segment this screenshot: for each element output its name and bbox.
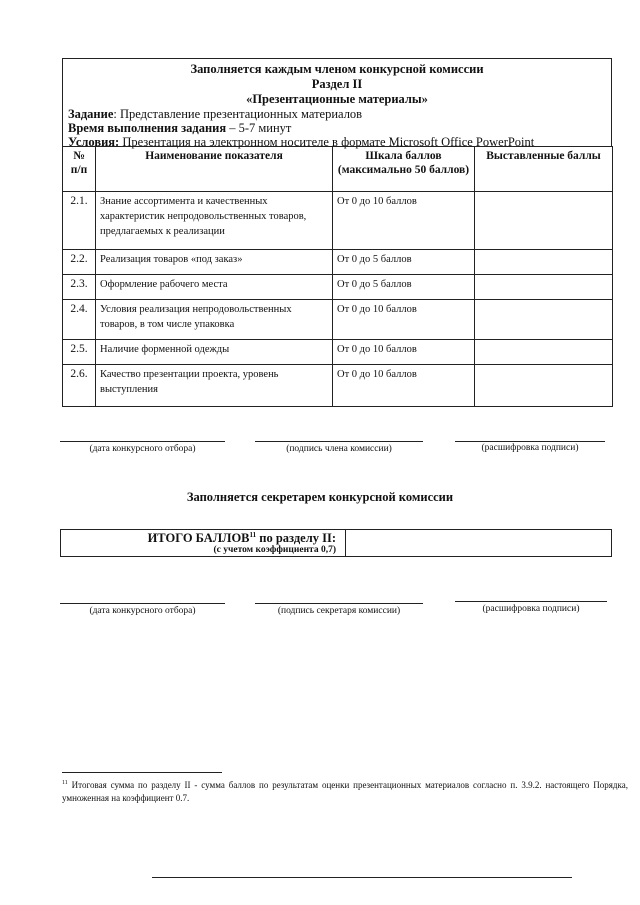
table-row [63, 365, 613, 407]
scores-table [62, 146, 613, 407]
secretary-section-title: Заполняется секретарем конкурсной комиссии [186, 490, 454, 504]
total-label-text: ИТОГО БАЛЛОВ [147, 531, 250, 546]
header-scale: Шкала баллов (максимально 50 баллов) [333, 147, 475, 192]
decoding-signature-line[interactable] [455, 441, 605, 442]
member-signature-line[interactable] [255, 441, 423, 442]
row-scale: От 0 до 10 баллов [333, 365, 475, 407]
footnote [62, 777, 628, 805]
table-header-row [63, 147, 613, 192]
decoding-caption: (расшифровка подписи) [481, 443, 579, 453]
bottom-rule [152, 877, 572, 878]
row-scale: От 0 до 10 баллов [333, 300, 475, 340]
decoding-caption-2: (расшифровка подписи) [482, 604, 580, 614]
task-line [68, 107, 362, 122]
row-num: 2.5. [63, 340, 96, 365]
section-number: Раздел II [311, 77, 363, 91]
total-footnote-mark: 11 [249, 531, 257, 539]
footnote-text: Итоговая сумма по разделу II - сумма баллов по результатам оценки презентационных материалов согласно п. 3.9.2. настоящего Порядка, умноженная на коэффициент 0.7. [62, 780, 628, 803]
row-name: Знание ассортимента и качественных характеристик непродовольственных товаров, предлагаемых к реализации [96, 192, 333, 250]
table-row [63, 300, 613, 340]
row-scale: От 0 до 10 баллов [333, 340, 475, 365]
row-scale: От 0 до 5 баллов [333, 275, 475, 300]
total-label-suffix: по разделу II: [256, 531, 336, 546]
footnote-rule [62, 772, 222, 773]
row-name: Оформление рабочего места [96, 275, 333, 300]
total-coefficient-note: (с учетом коэффициента 0,7) [213, 545, 336, 555]
row-num: 2.6. [63, 365, 96, 407]
decoding-signature-line-2[interactable] [455, 601, 607, 602]
row-num: 2.1. [63, 192, 96, 250]
row-name: Реализация товаров «под заказ» [96, 250, 333, 275]
total-divider [345, 530, 346, 556]
row-num: 2.3. [63, 275, 96, 300]
header-name: Наименование показателя [96, 147, 333, 192]
footnote-mark: 11 [62, 780, 68, 786]
total-score-box [60, 529, 612, 557]
secretary-signature-line[interactable] [255, 603, 423, 604]
date-caption: (дата конкурсного отбора) [89, 444, 196, 454]
date-signature-line[interactable] [60, 441, 225, 442]
row-name: Условия реализация непродовольственных товаров, в том числе упаковка [96, 300, 333, 340]
row-num: 2.2. [63, 250, 96, 275]
row-given-cell[interactable] [475, 340, 613, 365]
conditions-label: Условия: [68, 135, 120, 149]
total-label [148, 531, 336, 546]
row-name: Качество презентации проекта, уровень выступления [96, 365, 333, 407]
row-num: 2.4. [63, 300, 96, 340]
table-row [63, 275, 613, 300]
time-text: – 5-7 минут [226, 121, 292, 135]
row-given-cell[interactable] [475, 275, 613, 300]
time-line [68, 121, 291, 136]
row-given-cell[interactable] [475, 250, 613, 275]
time-label: Время выполнения задания [68, 121, 227, 135]
date-signature-line-2[interactable] [60, 603, 225, 604]
row-given-cell[interactable] [475, 192, 613, 250]
row-given-cell[interactable] [475, 300, 613, 340]
row-given-cell[interactable] [475, 365, 613, 407]
header-num: № п/п [63, 147, 96, 192]
row-name: Наличие форменной одежды [96, 340, 333, 365]
task-text: : Представление презентационных материалов [113, 107, 363, 121]
header-given: Выставленные баллы [475, 147, 613, 192]
table-row [63, 250, 613, 275]
section-header [62, 58, 612, 149]
task-label: Задание [68, 107, 114, 121]
secretary-signature-caption: (подпись секретаря комиссии) [277, 606, 401, 616]
table-row [63, 340, 613, 365]
table-row [63, 192, 613, 250]
section-title: Заполняется каждым членом конкурсной комиссии [190, 62, 484, 76]
row-scale: От 0 до 10 баллов [333, 192, 475, 250]
member-signature-caption: (подпись члена комиссии) [286, 444, 392, 454]
date-caption-2: (дата конкурсного отбора) [89, 606, 196, 616]
conditions-text: Презентация на электронном носителе в формате Microsoft Office PowerPoint [119, 135, 535, 149]
section-name: «Презентационные материалы» [246, 92, 428, 106]
row-scale: От 0 до 5 баллов [333, 250, 475, 275]
